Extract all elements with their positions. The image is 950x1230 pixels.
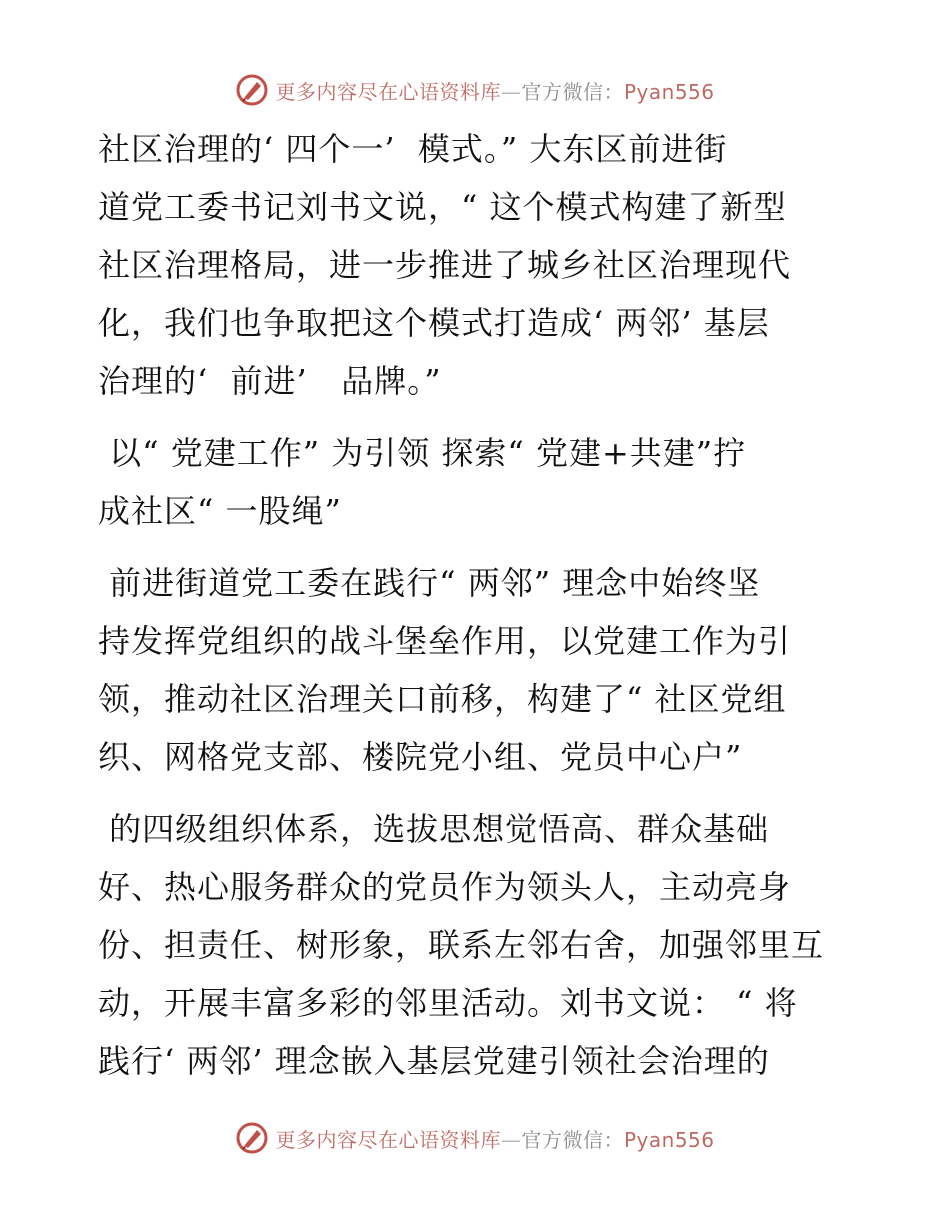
paragraph-gap: [98, 786, 858, 800]
paragraph-4: [98, 800, 858, 1090]
text-line: 社区治理格局，进一步推进了城乡社区治理现代: [98, 246, 792, 284]
watermark-label: 官方微信：: [521, 1127, 624, 1152]
text-line: 以“ 党建工作” 为引领 探索“ 党建+共建”拧: [98, 434, 747, 472]
watermark-id: Pyan556: [623, 1127, 715, 1152]
watermark-inner: [235, 73, 714, 107]
text-line: 化，我们也争取把这个模式打造成‘ 两邻’ 基层: [98, 304, 770, 342]
paragraph-1: [98, 120, 858, 410]
text-line: 道党工委书记刘书文说，“ 这个模式构建了新型: [98, 188, 787, 226]
watermark-dash: —: [500, 1127, 522, 1152]
paragraph-3: [98, 554, 858, 786]
watermark-prefix: 更多内容尽在心语资料库: [275, 1127, 501, 1152]
text-line: 践行‘ 两邻’ 理念嵌入基层党建引领社会治理的: [98, 1042, 770, 1080]
watermark-text: [275, 76, 714, 105]
text-line: 的四级组织体系，选拔思想觉悟高、群众基础: [98, 810, 770, 848]
text-line: 织、网格党支部、楼院党小组、党员中心户”: [98, 738, 743, 776]
paragraph-gap: [98, 410, 858, 424]
watermark-banner-top: [0, 70, 950, 110]
paragraph-2-heading: [98, 424, 858, 540]
text-line: 前进街道党工委在践行“ 两邻” 理念中始终坚: [98, 564, 761, 602]
text-line: 社区治理的‘ 四个一’ 模式。” 大东区前进街: [98, 130, 728, 168]
pen-logo-icon: [235, 73, 269, 107]
text-line: 动，开展丰富多彩的邻里活动。刘书文说： “ 将: [98, 984, 798, 1022]
text-line: 份、担责任、树形象，联系左邻右舍，加强邻里互: [98, 926, 825, 964]
text-line: 成社区“ 一股绳”: [98, 492, 342, 530]
document-body: [98, 120, 858, 1090]
paragraph-gap: [98, 540, 858, 554]
watermark-id: Pyan556: [623, 79, 715, 104]
text-line: 持发挥党组织的战斗堡垒作用，以党建工作为引: [98, 622, 792, 660]
pen-logo-icon: [235, 1121, 269, 1155]
text-line: 治理的‘ 前进’ 品牌。”: [98, 362, 442, 400]
text-line: 领，推动社区治理关口前移，构建了“ 社区党组: [98, 680, 787, 718]
watermark-prefix: 更多内容尽在心语资料库: [275, 79, 501, 104]
watermark-inner: [235, 1121, 714, 1155]
watermark-banner-bottom: [0, 1118, 950, 1158]
watermark-text: [275, 1124, 714, 1153]
watermark-dash: —: [500, 79, 522, 104]
text-line: 好、热心服务群众的党员作为领头人，主动亮身: [98, 868, 792, 906]
watermark-label: 官方微信：: [521, 79, 624, 104]
